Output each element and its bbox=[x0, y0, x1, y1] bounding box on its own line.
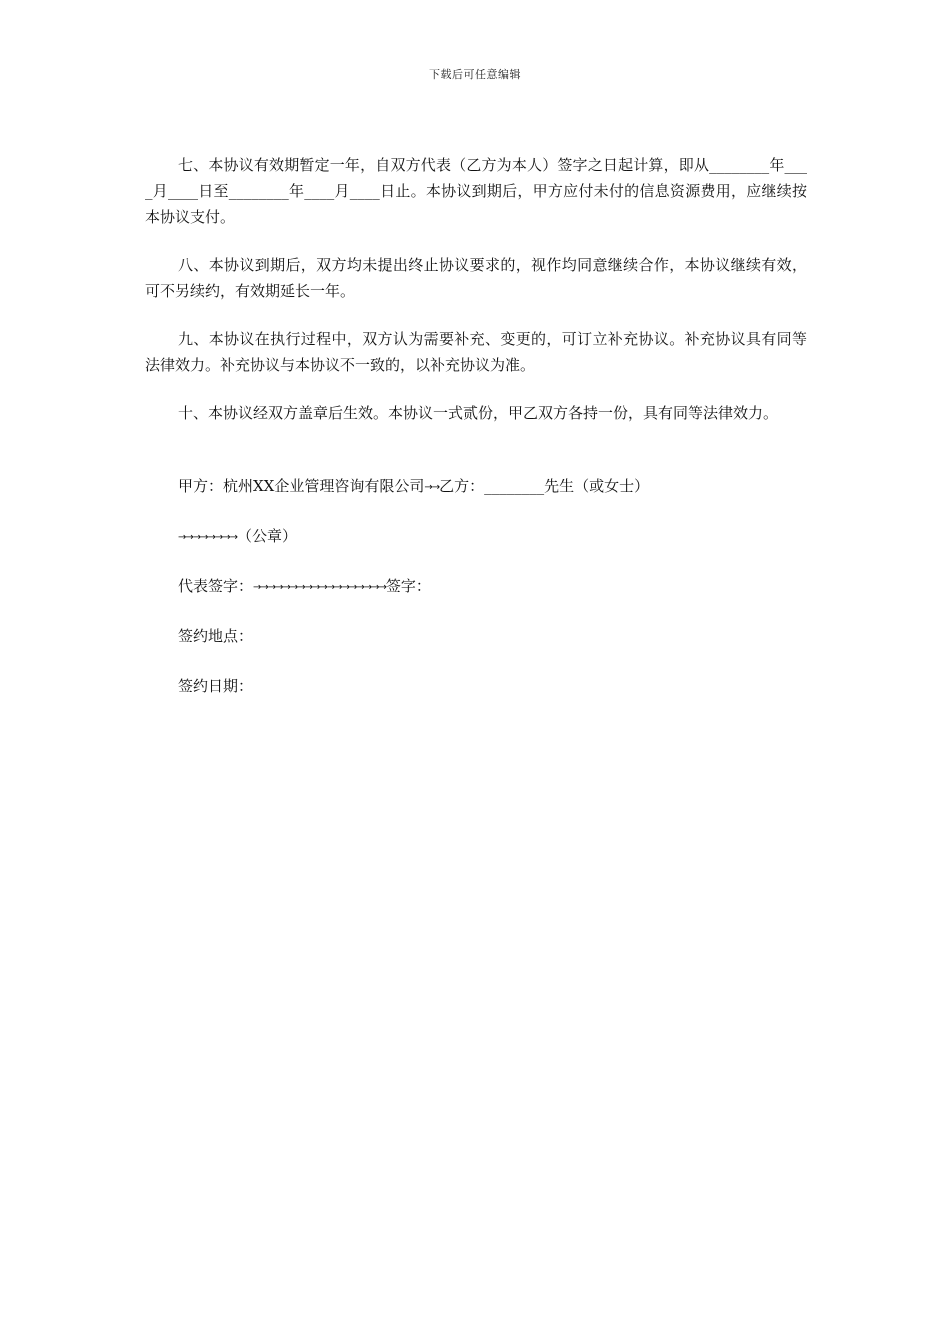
signing-place-line bbox=[178, 626, 253, 646]
signature-label: 签字： bbox=[385, 577, 431, 595]
signing-date-line bbox=[178, 676, 253, 696]
representative-signature-label: 代表签字： bbox=[178, 577, 254, 595]
signing-place-label: 签约地点： bbox=[178, 627, 254, 645]
seal-line bbox=[178, 526, 297, 548]
representative-signature-line bbox=[178, 576, 431, 598]
party-b-label: 乙方：________先生（或女士） bbox=[439, 477, 650, 495]
clause-seven: 七、本协议有效期暂定一年，自双方代表（乙方为本人）签字之日起计算，即从________年____月____日至________年____月____日止。本协议到期后，甲方应付未付的信息资源费用，应继续按本协议支付。 bbox=[145, 156, 807, 226]
signature-parties-line bbox=[178, 476, 649, 498]
seal-label: （公章） bbox=[237, 527, 298, 545]
party-a-label: 甲方：杭州XX企业管理咨询有限公司 bbox=[178, 477, 425, 495]
tab-arrows: →→ bbox=[424, 482, 440, 493]
clause-nine: 九、本协议在执行过程中，双方认为需要补充、变更的，可订立补充协议。补充协议具有同等法律效力。补充协议与本协议不一致的，以补充协议为准。 bbox=[145, 330, 807, 374]
page-header: 下载后可任意编辑 bbox=[429, 68, 521, 81]
tab-arrows: →→→→→→→→ bbox=[178, 532, 238, 543]
agreement-clauses bbox=[145, 152, 807, 426]
tab-arrows: →→→→→→→→→→→→→→→→→→ bbox=[253, 582, 386, 593]
signing-date-label: 签约日期： bbox=[178, 677, 254, 695]
clause-eight: 八、本协议到期后，双方均未提出终止协议要求的，视作均同意继续合作，本协议继续有效，可不另续约，有效期延长一年。 bbox=[145, 256, 807, 300]
clause-ten: 十、本协议经双方盖章后生效。本协议一式贰份，甲乙双方各持一份，具有同等法律效力。 bbox=[178, 404, 779, 422]
